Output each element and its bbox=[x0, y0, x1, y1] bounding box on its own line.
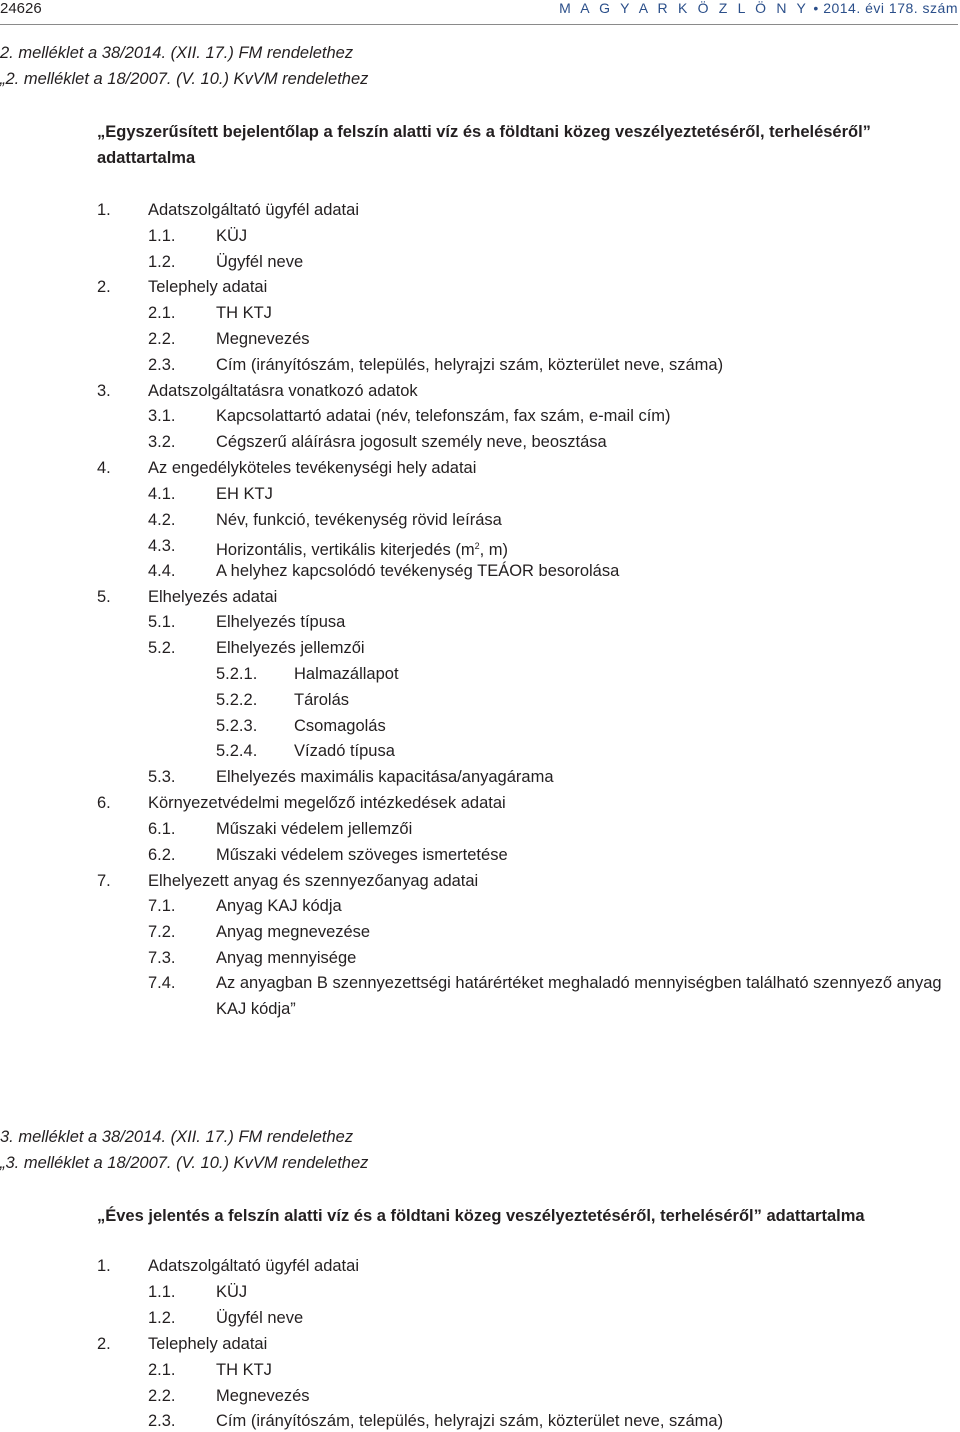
item-text: Cím (irányítószám, település, helyrajzi szám, közterület neve, száma) bbox=[216, 1412, 724, 1430]
item-text: Műszaki védelem szöveges ismertetése bbox=[216, 846, 508, 864]
item-text: Csomagolás bbox=[294, 717, 386, 735]
item-number: 2.1. bbox=[148, 1361, 176, 1379]
item-text: Tárolás bbox=[294, 691, 350, 709]
item-number: 4.3. bbox=[148, 537, 176, 555]
item-text-part: Horizontális, vertikális kiterjedés (m bbox=[216, 541, 475, 559]
item-text: Elhelyezés jellemzői bbox=[216, 639, 365, 657]
issue-label: 2014. évi 178. szám bbox=[823, 0, 958, 16]
item-number: 1.1. bbox=[148, 1283, 176, 1301]
item-number: 1. bbox=[97, 1257, 111, 1275]
item-text: KÜJ bbox=[216, 1283, 248, 1301]
item-text: TH KTJ bbox=[216, 304, 272, 322]
item-text: Cégszerű aláírásra jogosult személy neve, beosztása bbox=[216, 433, 607, 451]
superscript-squared: 2 bbox=[474, 541, 480, 551]
item-text: Anyag KAJ kódja bbox=[216, 897, 342, 915]
annex2-title-line1: „Egyszerűsített bejelentőlap a felszín alatti víz és a földtani közeg veszélyeztetéséről, terheléséről” bbox=[97, 123, 871, 141]
item-number: 4.4. bbox=[148, 562, 176, 580]
annex3-title: „Éves jelentés a felszín alatti víz és a földtani közeg veszélyeztetéséről, terheléséről” adattartalma bbox=[97, 1207, 865, 1225]
item-text: Megnevezés bbox=[216, 1387, 310, 1405]
item-text: Telephely adatai bbox=[148, 278, 268, 296]
page-header bbox=[0, 0, 960, 24]
item-number: 7.2. bbox=[148, 923, 176, 941]
journal-name: M A G Y A R K Ö Z L Ö N Y bbox=[559, 0, 810, 16]
item-text: Adatszolgáltatásra vonatkozó adatok bbox=[148, 382, 418, 400]
item-number: 6.2. bbox=[148, 846, 176, 864]
item-text: Név, funkció, tevékenység rövid leírása bbox=[216, 511, 502, 529]
item-number: 3. bbox=[97, 382, 111, 400]
item-number: 6.1. bbox=[148, 820, 176, 838]
item-text: Elhelyezett anyag és szennyezőanyag adatai bbox=[148, 872, 479, 890]
item-text: Telephely adatai bbox=[148, 1335, 268, 1353]
item-number: 2. bbox=[97, 278, 111, 296]
item-number: 7.3. bbox=[148, 949, 176, 967]
item-text: Adatszolgáltató ügyfél adatai bbox=[148, 1257, 359, 1275]
item-text: Anyag mennyisége bbox=[216, 949, 357, 967]
item-number: 2.1. bbox=[148, 304, 176, 322]
item-number: 2.2. bbox=[148, 1387, 176, 1405]
page-number: 24626 bbox=[0, 0, 42, 17]
item-number: 3.2. bbox=[148, 433, 176, 451]
item-number: 5.3. bbox=[148, 768, 176, 786]
item-number: 5.2.3. bbox=[216, 717, 258, 735]
item-number: 1. bbox=[97, 201, 111, 219]
item-text: Ügyfél neve bbox=[216, 1309, 304, 1327]
item-text: TH KTJ bbox=[216, 1361, 272, 1379]
item-text: Elhelyezés adatai bbox=[148, 588, 278, 606]
item-number: 5.2.1. bbox=[216, 665, 258, 683]
item-text: Környezetvédelmi megelőző intézkedések adatai bbox=[148, 794, 506, 812]
item-text: EH KTJ bbox=[216, 485, 273, 503]
annex2-fm-reference: 2. melléklet a 38/2014. (XII. 17.) FM rendelethez bbox=[0, 44, 354, 62]
item-text: Kapcsolattartó adatai (név, telefonszám, fax szám, e-mail cím) bbox=[216, 407, 671, 425]
item-number: 5.1. bbox=[148, 613, 176, 631]
item-number: 1.2. bbox=[148, 253, 176, 271]
annex2-kvvm-reference: „2. melléklet a 18/2007. (V. 10.) KvVM rendelethez bbox=[0, 70, 369, 88]
annex2-title-line2: adattartalma bbox=[97, 149, 196, 167]
item-text: Adatszolgáltató ügyfél adatai bbox=[148, 201, 359, 219]
annex3-kvvm-reference: „3. melléklet a 18/2007. (V. 10.) KvVM rendelethez bbox=[0, 1154, 369, 1172]
item-number: 2. bbox=[97, 1335, 111, 1353]
item-number: 1.1. bbox=[148, 227, 176, 245]
item-text: Az anyagban B szennyezettségi határértéket meghaladó mennyiségben található szennyező anyag KAJ kódja” bbox=[216, 974, 942, 1018]
item-number: 7.4. bbox=[148, 974, 176, 992]
item-text: A helyhez kapcsolódó tevékenység TEÁOR besorolása bbox=[216, 562, 620, 580]
item-number: 2.2. bbox=[148, 330, 176, 348]
item-number: 2.3. bbox=[148, 356, 176, 374]
item-text: Anyag megnevezése bbox=[216, 923, 371, 941]
item-number: 4.1. bbox=[148, 485, 176, 503]
item-number: 7. bbox=[97, 872, 111, 890]
item-text: Elhelyezés típusa bbox=[216, 613, 346, 631]
item-number: 5.2.2. bbox=[216, 691, 258, 709]
item-number: 1.2. bbox=[148, 1309, 176, 1327]
item-number: 5. bbox=[97, 588, 111, 606]
item-number: 4. bbox=[97, 459, 111, 477]
item-number: 5.2.4. bbox=[216, 742, 258, 760]
title-separator: • bbox=[813, 0, 819, 16]
item-number: 7.1. bbox=[148, 897, 176, 915]
item-number: 4.2. bbox=[148, 511, 176, 529]
annex2-title bbox=[97, 119, 947, 171]
header-divider bbox=[0, 24, 958, 25]
item-text: KÜJ bbox=[216, 227, 248, 245]
running-title bbox=[559, 0, 958, 16]
item-text: Vízadó típusa bbox=[294, 742, 395, 760]
item-text: Az engedélyköteles tevékenységi hely adatai bbox=[148, 459, 477, 477]
item-number: 3.1. bbox=[148, 407, 176, 425]
item-number: 2.3. bbox=[148, 1412, 176, 1430]
item-text: Ügyfél neve bbox=[216, 253, 304, 271]
item-text: Cím (irányítószám, település, helyrajzi szám, közterület neve, száma) bbox=[216, 356, 724, 374]
item-number: 5.2. bbox=[148, 639, 176, 657]
item-text-part: , m) bbox=[479, 541, 509, 559]
item-text: Műszaki védelem jellemzői bbox=[216, 820, 413, 838]
item-number: 6. bbox=[97, 794, 111, 812]
annex3-fm-reference: 3. melléklet a 38/2014. (XII. 17.) FM rendelethez bbox=[0, 1128, 354, 1146]
item-text bbox=[216, 536, 508, 560]
item-text: Halmazállapot bbox=[294, 665, 399, 683]
item-text: Elhelyezés maximális kapacitása/anyagárama bbox=[216, 768, 554, 786]
item-text: Megnevezés bbox=[216, 330, 310, 348]
